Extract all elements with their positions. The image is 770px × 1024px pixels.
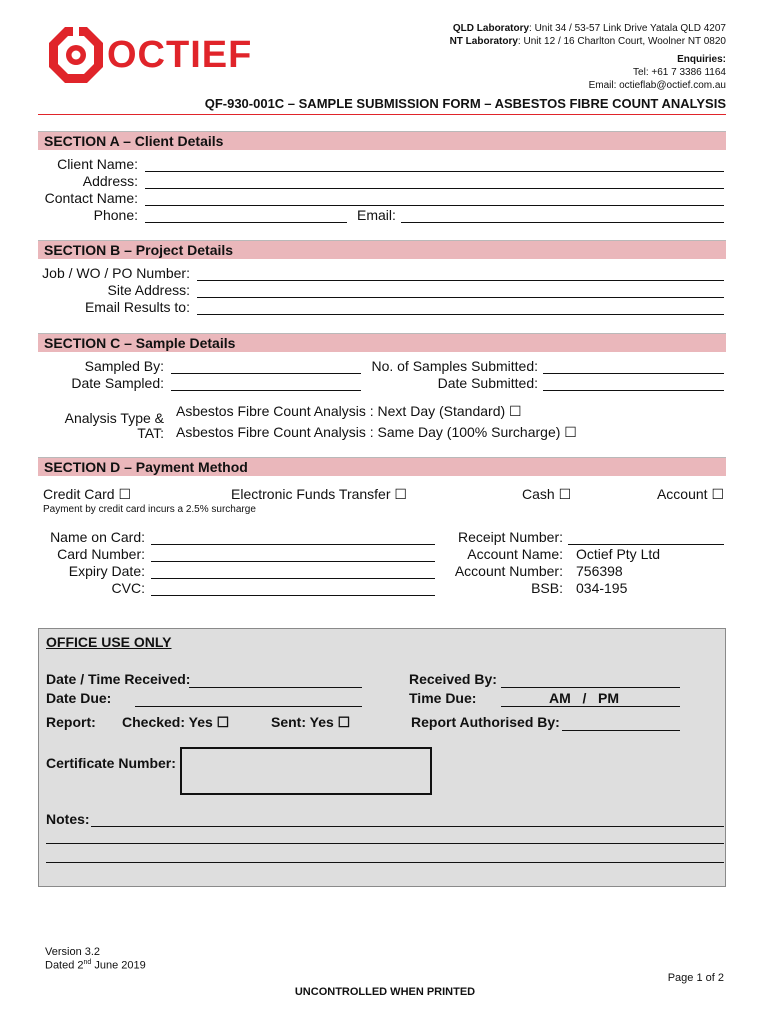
received-by-label: Received By: (409, 671, 497, 687)
certificate-number-label: Certificate Number: (46, 755, 176, 771)
tat-label: TAT: (137, 425, 164, 441)
sampled-by-label: Sampled By: (84, 358, 164, 374)
name-on-card-label: Name on Card: (50, 529, 145, 545)
card-number-field[interactable] (151, 561, 435, 562)
dated-text: Dated 2nd June 2019 (45, 959, 146, 972)
site-address-field[interactable] (197, 297, 724, 298)
address-label: Address: (82, 173, 138, 189)
notes-line-1[interactable] (91, 826, 724, 827)
receipt-number-field[interactable] (568, 544, 724, 545)
time-due-field[interactable] (501, 706, 680, 707)
site-address-label: Site Address: (107, 282, 190, 298)
email-results-field[interactable] (197, 314, 724, 315)
title-rule (38, 114, 726, 115)
qld-address: : Unit 34 / 53-57 Link Drive Yatala QLD 4207 (529, 23, 726, 34)
name-on-card-field[interactable] (151, 544, 435, 545)
account-number-label: Account Number: (454, 563, 563, 579)
nt-label: NT Laboratory (449, 36, 518, 47)
phone-field[interactable] (145, 222, 347, 223)
phone-label: Phone: (93, 207, 138, 223)
certificate-number-box[interactable] (180, 747, 432, 795)
uncontrolled-notice: UNCONTROLLED WHEN PRINTED (294, 986, 476, 998)
date-submitted-label: Date Submitted: (437, 375, 538, 391)
date-due-field[interactable] (135, 706, 362, 707)
date-submitted-field[interactable] (543, 390, 724, 391)
sent-yes[interactable]: Sent: Yes ☐ (271, 714, 351, 730)
sampled-by-field[interactable] (171, 373, 361, 374)
account-name-value: Octief Pty Ltd (576, 546, 661, 562)
octief-logo (45, 24, 260, 86)
lab-addresses (366, 22, 726, 48)
section-d-header: SECTION D – Payment Method (38, 457, 726, 476)
notes-line-2[interactable] (46, 843, 724, 844)
notes-label: Notes: (46, 811, 90, 827)
section-b-header: SECTION B – Project Details (38, 240, 726, 259)
date-due-label: Date Due: (46, 690, 112, 706)
time-due-label: Time Due: (409, 690, 477, 706)
payment-account[interactable]: Account ☐ (656, 486, 724, 502)
enquiries-label: Enquiries: (677, 54, 726, 65)
office-use-panel (38, 628, 726, 887)
email-label: Email: (357, 207, 396, 223)
num-samples-field[interactable] (543, 373, 724, 374)
cvc-label: CVC: (111, 580, 145, 596)
payment-credit-card[interactable]: Credit Card ☐ (43, 486, 132, 502)
payment-eft[interactable]: Electronic Funds Transfer ☐ (231, 486, 407, 502)
page-number: Page 1 of 2 (667, 972, 724, 984)
date-sampled-label: Date Sampled: (71, 375, 164, 391)
option-next-day[interactable]: Asbestos Fibre Count Analysis : Next Day (Standard) ☐ (176, 403, 522, 419)
analysis-type-label: Analysis Type & (64, 410, 164, 426)
octief-logo-icon (45, 24, 107, 86)
card-number-label: Card Number: (57, 546, 145, 562)
job-number-field[interactable] (197, 280, 724, 281)
received-by-field[interactable] (501, 687, 680, 688)
am-pm-label[interactable]: AM / PM (549, 690, 619, 706)
date-time-received-field[interactable] (189, 687, 362, 688)
email-field[interactable] (401, 222, 724, 223)
version-text: Version 3.2 (45, 946, 101, 958)
enquiries-tel: Tel: +61 7 3386 1164 (633, 67, 726, 78)
option-same-day[interactable]: Asbestos Fibre Count Analysis : Same Day (100% Surcharge) ☐ (176, 424, 577, 440)
date-time-received-label: Date / Time Received: (46, 671, 191, 687)
report-label: Report: (46, 714, 96, 730)
cvc-field[interactable] (151, 595, 435, 596)
account-name-label: Account Name: (467, 546, 563, 562)
address-field[interactable] (145, 188, 724, 189)
logo-text: OCTIEF (107, 34, 253, 76)
receipt-number-label: Receipt Number: (457, 529, 563, 545)
payment-cash[interactable]: Cash ☐ (522, 486, 572, 502)
num-samples-label: No. of Samples Submitted: (371, 358, 538, 374)
report-authorised-label: Report Authorised By: (411, 714, 560, 730)
email-results-label: Email Results to: (84, 299, 190, 315)
job-number-label: Job / WO / PO Number: (42, 265, 190, 281)
report-authorised-field[interactable] (562, 730, 680, 731)
client-name-field[interactable] (145, 171, 724, 172)
contact-name-label: Contact Name: (44, 190, 138, 206)
section-a-header: SECTION A – Client Details (38, 131, 726, 150)
section-c-header: SECTION C – Sample Details (38, 333, 726, 352)
office-title: OFFICE USE ONLY (46, 634, 172, 650)
notes-line-3[interactable] (46, 862, 724, 863)
bsb-value: 034-195 (576, 580, 628, 596)
enquiries-email: Email: octieflab@octief.com.au (588, 80, 726, 91)
expiry-field[interactable] (151, 578, 435, 579)
expiry-label: Expiry Date: (68, 563, 145, 579)
qld-label: QLD Laboratory (452, 23, 530, 34)
surcharge-note: Payment by credit card incurs a 2.5% surcharge (43, 504, 256, 515)
date-sampled-field[interactable] (171, 390, 361, 391)
bsb-label: BSB: (531, 580, 563, 596)
contact-name-field[interactable] (145, 205, 724, 206)
enquiries-block (426, 53, 726, 92)
form-title: QF-930-001C – SAMPLE SUBMISSION FORM – ASBESTOS FIBRE COUNT ANALYSIS (204, 96, 726, 111)
nt-address: : Unit 12 / 16 Charlton Court, Woolner NT 0820 (517, 36, 726, 47)
account-number-value: 756398 (576, 563, 623, 579)
checked-yes[interactable]: Checked: Yes ☐ (122, 714, 230, 730)
client-name-label: Client Name: (57, 156, 138, 172)
